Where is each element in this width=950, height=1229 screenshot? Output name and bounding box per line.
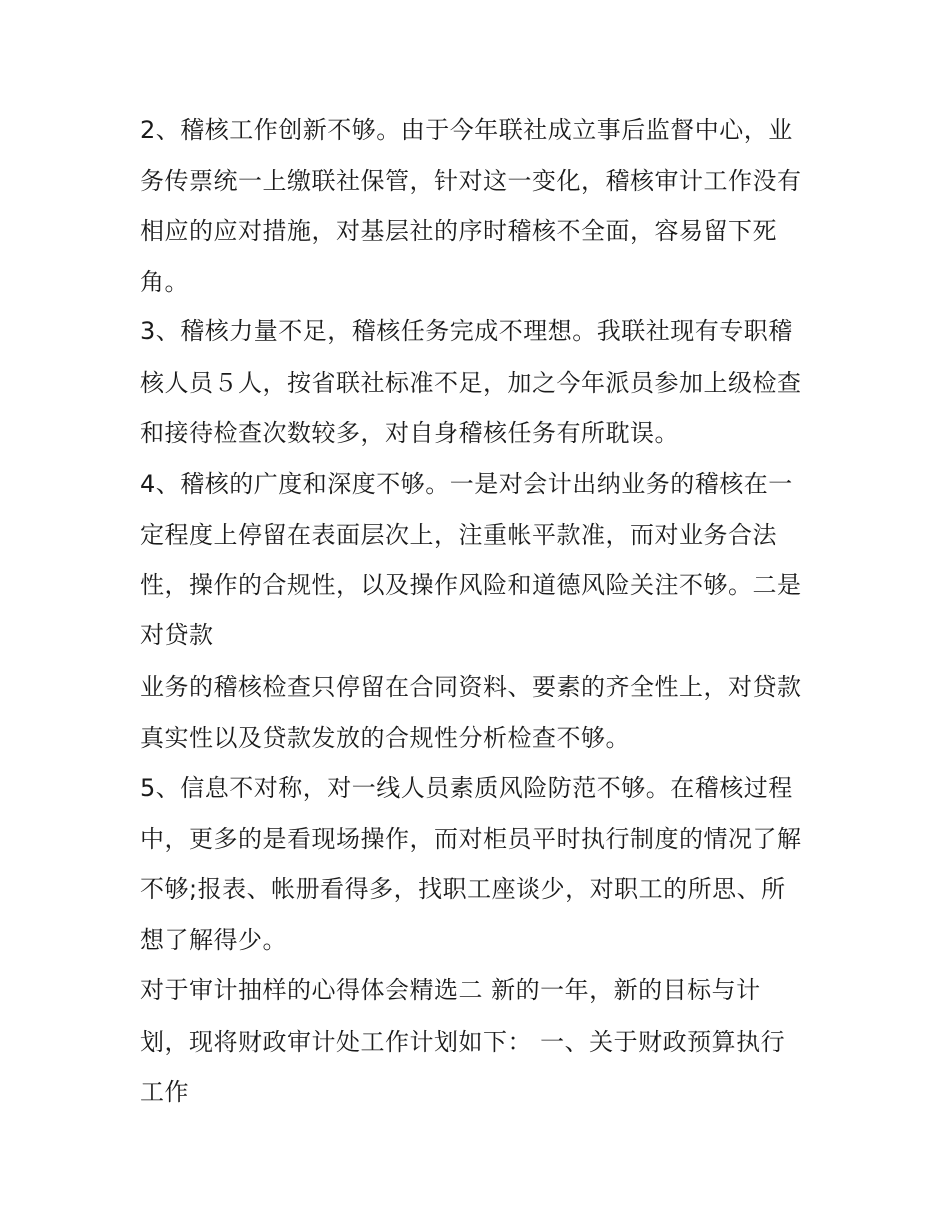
text-line: 和接待检查次数较多，对自身稽核任务有所耽误。: [140, 419, 679, 447]
text-line: 工作: [140, 1078, 189, 1106]
text-line: 对于审计抽样的心得体会精选二 新的一年，新的目标与计: [140, 976, 761, 1004]
text-line: 3、稽核力量不足，稽核任务完成不理想。我联社现有专职稽: [140, 317, 793, 345]
text-line: 角。: [140, 268, 189, 296]
text-line: 想了解得少。: [140, 926, 287, 954]
text-line: 4、稽核的广度和深度不够。一是对会计出纳业务的稽核在一: [140, 470, 793, 498]
text-line: 对贷款: [140, 621, 214, 649]
text-line: 不够;报表、帐册看得多，找职工座谈少，对职工的所思、所: [140, 875, 786, 903]
text-line: 务传票统一上缴联社保管，针对这一变化，稽核审计工作没有: [140, 167, 802, 195]
text-line: 真实性以及贷款发放的合规性分析检查不够。: [140, 724, 630, 752]
text-line: 核人员５人，按省联社标准不足，加之今年派员参加上级检查: [140, 369, 802, 397]
text-line: 5、信息不对称，对一线人员素质风险防范不够。在稽核过程: [140, 774, 793, 802]
text-line: 定程度上停留在表面层次上，注重帐平款准，而对业务合法: [140, 521, 777, 549]
text-line: 性，操作的合规性，以及操作风险和道德风险关注不够。二是: [140, 571, 802, 599]
text-line: 中，更多的是看现场操作，而对柜员平时执行制度的情况了解: [140, 825, 802, 853]
text-line: 划，现将财政审计处工作计划如下： 一、关于财政预算执行: [140, 1028, 786, 1056]
text-line: 2、稽核工作创新不够。由于今年联社成立事后监督中心，业: [140, 116, 793, 144]
text-line: 业务的稽核检查只停留在合同资料、要素的齐全性上，对贷款: [140, 673, 802, 701]
text-line: 相应的应对措施，对基层社的序时稽核不全面，容易留下死: [140, 217, 777, 245]
